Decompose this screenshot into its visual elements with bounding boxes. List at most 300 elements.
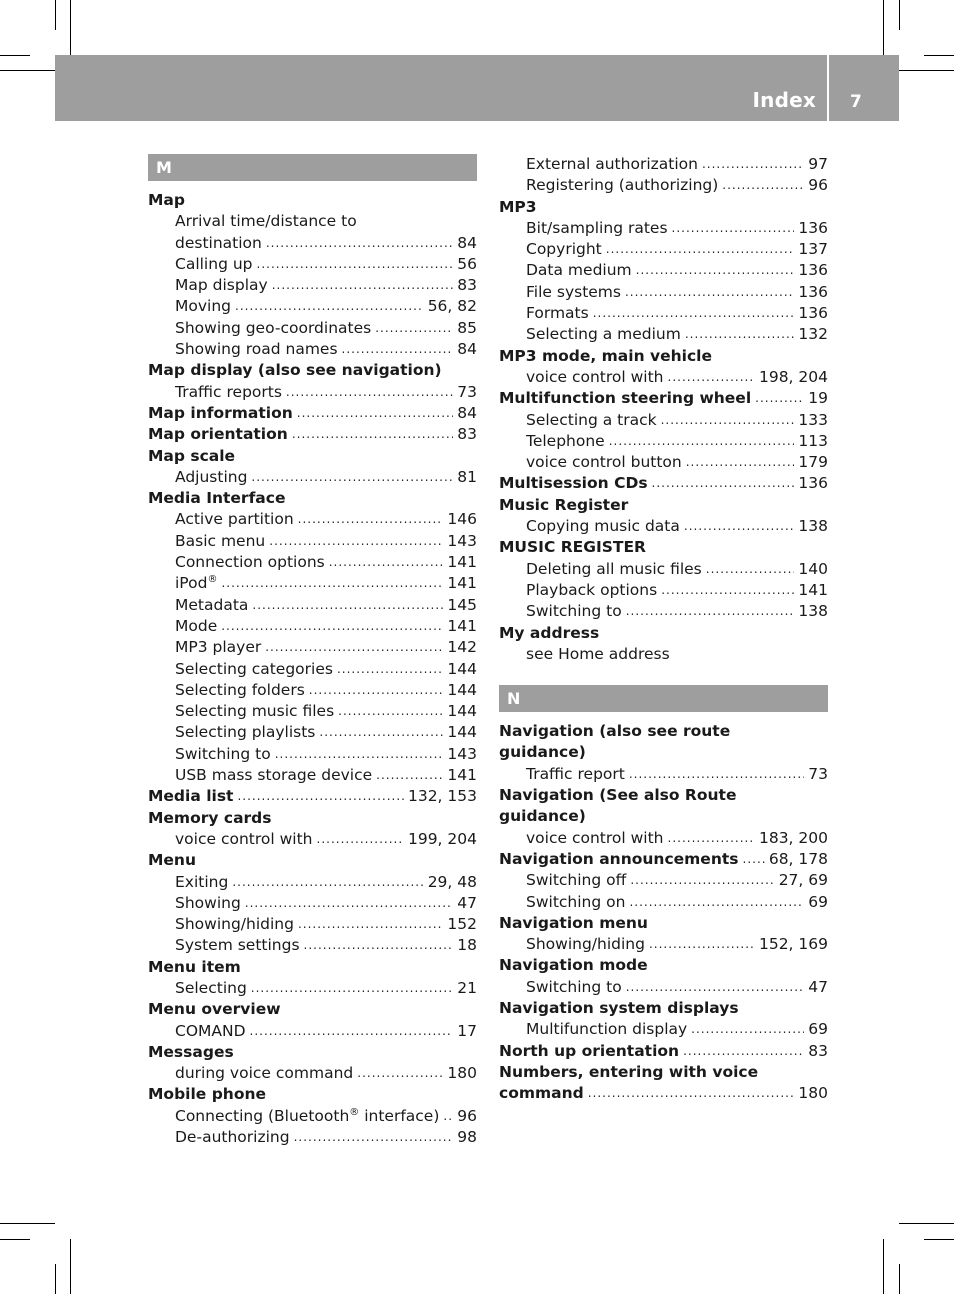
- entry-label: [499, 785, 736, 806]
- entry-label-text: Telephone: [526, 431, 605, 450]
- entry-label-text: Navigation mode: [499, 956, 648, 975]
- crop-mark: [55, 1264, 56, 1294]
- entry-label: [175, 509, 294, 530]
- entry-label-text: De-authorizing: [175, 1128, 290, 1147]
- leader-dots: [691, 1019, 804, 1040]
- page-reference[interactable]: 138: [798, 602, 828, 621]
- entry-label-text: Navigation (also see route: [499, 722, 731, 741]
- page-reference[interactable]: 73: [457, 382, 477, 401]
- entry-label: [526, 977, 622, 998]
- registered-mark: ®: [207, 574, 218, 586]
- entry-label-text: MP3 mode, main vehicle: [499, 346, 712, 365]
- entry-label: [499, 623, 599, 644]
- index-subentry: [148, 233, 477, 254]
- page-reference[interactable]: 143: [447, 531, 477, 550]
- index-entry: [148, 190, 477, 211]
- leader-dots: [221, 616, 443, 637]
- index-subentry: [148, 701, 477, 722]
- index-subentry: [148, 1063, 477, 1084]
- entry-label-text: Music Register: [499, 495, 629, 514]
- index-subentry: [499, 431, 828, 452]
- index-subentry: [499, 934, 828, 955]
- entry-label: [175, 701, 334, 722]
- page-reference[interactable]: 141: [447, 766, 477, 785]
- index-subentry: [499, 601, 828, 622]
- page-reference[interactable]: 141: [447, 574, 477, 593]
- page-reference[interactable]: 96: [808, 176, 828, 195]
- entry-label: [526, 892, 625, 913]
- entry-label-text: Showing road names: [175, 340, 338, 359]
- index-subentry: [499, 324, 828, 345]
- entry-label-text: Switching to: [175, 744, 271, 763]
- page-reference[interactable]: 19: [808, 389, 828, 408]
- page-reference[interactable]: 183, 200: [758, 828, 828, 847]
- entry-label: [499, 388, 751, 409]
- entry-label-text: Connection options: [175, 553, 325, 572]
- index-entry: [148, 999, 477, 1020]
- entry-label: [526, 303, 589, 324]
- page-reference[interactable]: 152: [447, 915, 477, 934]
- entry-label-text: iPod: [175, 574, 208, 593]
- entry-label: [175, 744, 271, 765]
- leader-dots: [251, 467, 453, 488]
- entry-label-text: Calling up: [175, 254, 253, 273]
- entry-label: [499, 1062, 758, 1083]
- page-reference[interactable]: 144: [447, 702, 477, 721]
- entry-label: [175, 659, 333, 680]
- entry-label-text: Multifunction steering wheel: [499, 389, 752, 408]
- index-subentry: [148, 680, 477, 701]
- entry-label: [175, 595, 248, 616]
- leader-dots: [298, 914, 443, 935]
- entry-label-text: USB mass storage device: [175, 766, 373, 785]
- leader-dots: [672, 218, 795, 239]
- leader-dots: [319, 722, 443, 743]
- page-reference[interactable]: 47: [457, 893, 477, 912]
- entry-label-text: Switching on: [526, 892, 626, 911]
- page-reference[interactable]: 29, 48: [427, 872, 477, 891]
- entry-label-text: Switching to: [526, 977, 622, 996]
- leader-dots: [661, 580, 794, 601]
- page-reference[interactable]: 84: [457, 233, 477, 252]
- index-subentry: [499, 218, 828, 239]
- entry-label-text: Navigation announcements: [499, 849, 739, 868]
- entry-label-text: Map display: [175, 276, 268, 295]
- entry-label: [526, 516, 680, 537]
- page-reference[interactable]: 85: [457, 318, 477, 337]
- index-subentry: [499, 559, 828, 580]
- crop-mark: [883, 1239, 884, 1294]
- entry-label: [526, 559, 702, 580]
- leader-dots: [266, 233, 453, 254]
- section-heading-n: N: [499, 685, 828, 712]
- index-subentry: [148, 509, 477, 530]
- entry-label-text: Multisession CDs: [499, 474, 648, 493]
- leader-dots: [625, 282, 794, 303]
- leader-dots: [237, 786, 404, 807]
- leader-dots: [684, 516, 795, 537]
- index-subentry: [499, 1019, 828, 1040]
- entry-label-text: Formats: [526, 304, 589, 323]
- crop-mark: [0, 70, 55, 71]
- leader-dots: [257, 254, 454, 275]
- entry-label-text: Connecting (Bluetooth: [175, 1106, 350, 1125]
- entry-label: [499, 197, 537, 218]
- index-entry: [148, 403, 477, 424]
- index-subentry: [499, 977, 828, 998]
- entry-label: [175, 552, 325, 573]
- entry-label-text: Arrival time/distance to: [175, 212, 357, 231]
- entry-label: [526, 282, 621, 303]
- entry-label-text: Selecting: [175, 978, 247, 997]
- entry-label-text: Showing/hiding: [526, 935, 645, 954]
- entry-label: [175, 680, 305, 701]
- entry-label-text: Messages: [148, 1042, 234, 1061]
- entry-label-text: Media list: [148, 787, 234, 806]
- leader-dots: [649, 934, 755, 955]
- entry-label: [526, 828, 664, 849]
- entry-label-text: Map display (also see navigation): [148, 361, 442, 380]
- entry-label-text: Map information: [148, 403, 293, 422]
- page-reference[interactable]: 47: [808, 977, 828, 996]
- entry-label: [526, 324, 681, 345]
- index-subentry: [499, 516, 828, 537]
- index-subentry: [148, 765, 477, 786]
- entry-label-text: Selecting a medium: [526, 325, 681, 344]
- page-reference[interactable]: 141: [447, 553, 477, 572]
- entry-label: [499, 346, 712, 367]
- page-reference[interactable]: 83: [457, 425, 477, 444]
- index-subentry: [148, 275, 477, 296]
- entry-label: [175, 893, 241, 914]
- entry-label: [526, 175, 718, 196]
- leader-dots: [630, 870, 774, 891]
- index-subentry: [148, 722, 477, 743]
- index-subentry: [499, 239, 828, 260]
- index-subentry: [499, 260, 828, 281]
- index-subentry: [499, 452, 828, 473]
- page-reference[interactable]: 136: [798, 282, 828, 301]
- page-reference[interactable]: 18: [457, 936, 477, 955]
- leader-dots: [668, 828, 755, 849]
- leader-dots: [309, 680, 444, 701]
- crop-mark: [899, 0, 900, 30]
- entry-label: [526, 601, 622, 622]
- page-reference[interactable]: 144: [447, 659, 477, 678]
- page-reference[interactable]: 143: [447, 744, 477, 763]
- entry-label-text: Selecting playlists: [175, 723, 316, 742]
- crop-mark: [899, 70, 954, 71]
- page-reference[interactable]: 133: [798, 410, 828, 429]
- header-divider: [827, 55, 829, 121]
- page-reference[interactable]: 56: [457, 254, 477, 273]
- leader-dots: [702, 154, 804, 175]
- page-reference[interactable]: 83: [808, 1041, 828, 1060]
- page-reference[interactable]: 69: [808, 892, 828, 911]
- page-reference[interactable]: 144: [447, 680, 477, 699]
- entry-label: [148, 446, 235, 467]
- page-reference[interactable]: 81: [457, 467, 477, 486]
- index-entry: [499, 1083, 828, 1104]
- entry-label: [526, 870, 626, 891]
- page-reference[interactable]: 17: [457, 1021, 477, 1040]
- entry-label-text: Switching off: [526, 871, 627, 890]
- page-reference[interactable]: 21: [457, 978, 477, 997]
- page-reference[interactable]: 141: [447, 616, 477, 635]
- crop-mark: [0, 1239, 30, 1240]
- leader-dots: [606, 239, 795, 260]
- leader-dots: [683, 1041, 804, 1062]
- index-subentry: [148, 637, 477, 658]
- index-entry: [148, 446, 477, 467]
- page-reference[interactable]: 179: [798, 453, 828, 472]
- page-reference[interactable]: 140: [798, 559, 828, 578]
- entry-label: [148, 1042, 234, 1063]
- page-reference[interactable]: 142: [447, 638, 477, 657]
- index-subentry: [148, 893, 477, 914]
- index-subentry: [148, 211, 477, 232]
- entry-label: [526, 154, 698, 175]
- page-reference[interactable]: 136: [798, 304, 828, 323]
- crop-mark: [883, 0, 884, 55]
- index-subentry: [148, 935, 477, 956]
- entry-label-text: Copyright: [526, 240, 602, 259]
- index-entry: [148, 1042, 477, 1063]
- entry-label-text: COMAND: [175, 1021, 246, 1040]
- page-reference[interactable]: 145: [447, 595, 477, 614]
- page-reference[interactable]: 152, 169: [758, 935, 828, 954]
- leader-dots: [342, 339, 454, 360]
- entry-label: [526, 367, 664, 388]
- entry-label-text: Exiting: [175, 872, 229, 891]
- page-reference[interactable]: 141: [798, 580, 828, 599]
- index-subentry: [148, 914, 477, 935]
- index-subentry: [148, 595, 477, 616]
- index-subentry: [148, 339, 477, 360]
- entry-label: [499, 998, 739, 1019]
- page-reference[interactable]: 73: [808, 764, 828, 783]
- registered-mark: ®: [349, 1106, 360, 1118]
- page-reference[interactable]: 144: [447, 723, 477, 742]
- page-reference[interactable]: 146: [447, 510, 477, 529]
- index-subentry: [148, 296, 477, 317]
- leader-dots: [588, 1083, 795, 1104]
- page-reference[interactable]: 136: [798, 474, 828, 493]
- leader-dots: [629, 892, 804, 913]
- entry-label-text: Traffic reports: [175, 382, 282, 401]
- leader-dots: [269, 531, 443, 552]
- entry-label: [499, 1083, 584, 1104]
- index-entry: [499, 1041, 828, 1062]
- index-entry: [499, 742, 828, 763]
- page-reference[interactable]: 198, 204: [758, 367, 828, 386]
- index-entry: [499, 806, 828, 827]
- entry-label: [499, 721, 730, 742]
- entry-label: [148, 808, 272, 829]
- entry-label-text: Numbers, entering with voice: [499, 1062, 759, 1081]
- entry-label-text: guidance): [499, 807, 586, 826]
- entry-label-text: My address: [499, 623, 600, 642]
- entry-label-text: Memory cards: [148, 808, 272, 827]
- index-entry: [499, 388, 828, 409]
- index-subentry: [499, 828, 828, 849]
- page-reference[interactable]: 68, 178: [768, 849, 828, 868]
- entry-label: [526, 239, 602, 260]
- page-reference[interactable]: 199, 204: [407, 829, 477, 848]
- crop-mark: [899, 1264, 900, 1294]
- entry-label-text: Selecting music files: [175, 702, 335, 721]
- entry-label-text: Menu: [148, 851, 197, 870]
- entry-label-text: Bit/sampling rates: [526, 218, 668, 237]
- page-reference[interactable]: 84: [457, 403, 477, 422]
- entry-label-text: Switching to: [526, 602, 622, 621]
- leader-dots: [221, 573, 443, 594]
- page-reference[interactable]: 69: [808, 1020, 828, 1039]
- entry-label-text: Map: [148, 191, 185, 209]
- entry-label-text: Navigation system displays: [499, 998, 739, 1017]
- index-entry: [499, 495, 828, 516]
- entry-label: [175, 1106, 439, 1127]
- index-entry: [499, 721, 828, 742]
- entry-label-text: Metadata: [175, 595, 249, 614]
- page-reference[interactable]: 56, 82: [427, 297, 477, 316]
- entry-label-text: Selecting categories: [175, 659, 333, 678]
- index-subentry: [148, 1127, 477, 1148]
- entry-label: [175, 573, 217, 594]
- entry-label-text: Navigation (See also Route: [499, 786, 737, 805]
- page-title: Index: [752, 88, 816, 112]
- page-reference[interactable]: 180: [798, 1084, 828, 1103]
- entry-label-text: MP3 player: [175, 638, 262, 657]
- page-reference[interactable]: 84: [457, 340, 477, 359]
- entry-label: [526, 764, 625, 785]
- leader-dots: [232, 872, 423, 893]
- leader-dots: [297, 403, 453, 424]
- entry-label: [148, 850, 196, 871]
- entry-label: [148, 488, 285, 509]
- index-entry: [148, 786, 477, 807]
- page-reference[interactable]: 113: [798, 431, 828, 450]
- entry-label-text: Active partition: [175, 510, 294, 529]
- entry-label: [499, 537, 646, 558]
- page-reference[interactable]: 132: [798, 325, 828, 344]
- entry-label: [175, 233, 262, 254]
- leader-dots: [338, 701, 443, 722]
- index-subentry: [148, 829, 477, 850]
- page-reference[interactable]: 132, 153: [407, 787, 477, 806]
- entry-label: [526, 452, 682, 473]
- entry-label: [499, 849, 739, 870]
- entry-label: [148, 999, 281, 1020]
- leader-dots: [636, 260, 795, 281]
- entry-label-text: voice control with: [526, 367, 664, 386]
- entry-label-text: Menu item: [148, 957, 241, 976]
- index-subentry: [148, 872, 477, 893]
- crop-mark: [70, 1239, 71, 1294]
- page-number: 7: [850, 92, 862, 112]
- entry-label-text: Registering (authorizing): [526, 176, 719, 195]
- index-subentry: [499, 764, 828, 785]
- leader-dots: [626, 977, 805, 998]
- index-subentry: [499, 154, 828, 175]
- entry-label-text: Showing geo-coordinates: [175, 318, 372, 337]
- entry-label: [526, 1019, 687, 1040]
- entry-label: [175, 339, 338, 360]
- page-reference[interactable]: 98: [457, 1128, 477, 1147]
- entry-label: [175, 254, 253, 275]
- entry-label-text: voice control with: [526, 828, 664, 847]
- leader-dots: [317, 829, 404, 850]
- entry-label-text: Playback options: [526, 580, 658, 599]
- page-reference[interactable]: 180: [447, 1064, 477, 1083]
- leader-dots: [337, 659, 443, 680]
- entry-label: [499, 913, 648, 934]
- leader-dots: [286, 382, 453, 403]
- page-reference[interactable]: 136: [798, 261, 828, 280]
- index-entry: [499, 623, 828, 644]
- index-subentry: [148, 978, 477, 999]
- index-subentry: [499, 282, 828, 303]
- entry-label: [148, 360, 442, 381]
- index-entry: [148, 1084, 477, 1105]
- crop-mark: [0, 1223, 55, 1224]
- index-entry: [499, 998, 828, 1019]
- page-reference[interactable]: 83: [457, 276, 477, 295]
- index-subentry: [148, 467, 477, 488]
- page-reference[interactable]: 97: [808, 155, 828, 173]
- entry-label-text: File systems: [526, 282, 621, 301]
- entry-label-text: Mobile phone: [148, 1085, 267, 1104]
- index-entry: [499, 537, 828, 558]
- index-entry: [499, 473, 828, 494]
- entry-label-text: Traffic report: [526, 764, 625, 783]
- entry-label-text: Data medium: [526, 261, 632, 280]
- entry-label-text: voice control with: [175, 829, 313, 848]
- entry-label: [526, 934, 645, 955]
- index-entry: [148, 488, 477, 509]
- leader-dots: [609, 431, 795, 452]
- entry-label: [175, 872, 228, 893]
- entry-label: [175, 1021, 246, 1042]
- index-column-right: [499, 154, 828, 1104]
- entry-label-text: Selecting folders: [175, 680, 305, 699]
- entry-label: [526, 260, 632, 281]
- index-subentry: [148, 616, 477, 637]
- entry-label: [175, 1063, 353, 1084]
- page-reference[interactable]: 138: [798, 517, 828, 536]
- page-reference[interactable]: 27, 69: [778, 871, 828, 890]
- page-reference[interactable]: 136: [798, 218, 828, 237]
- page-reference[interactable]: 96: [457, 1106, 477, 1125]
- entry-label-text: Showing: [175, 893, 241, 912]
- entry-label-text: Map scale: [148, 446, 236, 465]
- entry-label: [499, 1041, 679, 1062]
- leader-dots: [250, 1021, 454, 1042]
- index-subentry: [499, 175, 828, 196]
- entry-label-text: Basic menu: [175, 531, 266, 550]
- leader-dots: [251, 978, 453, 999]
- entry-label-text: Media Interface: [148, 489, 286, 508]
- index-entries-n: [499, 721, 828, 1104]
- section-heading-m: M: [148, 154, 477, 181]
- leader-dots: [652, 473, 795, 494]
- page-reference[interactable]: 137: [798, 240, 828, 259]
- entry-label: [175, 765, 372, 786]
- entry-label: [148, 190, 185, 211]
- entry-label-text: during voice command: [175, 1064, 354, 1083]
- index-subentry: [148, 659, 477, 680]
- entry-label: [175, 211, 357, 232]
